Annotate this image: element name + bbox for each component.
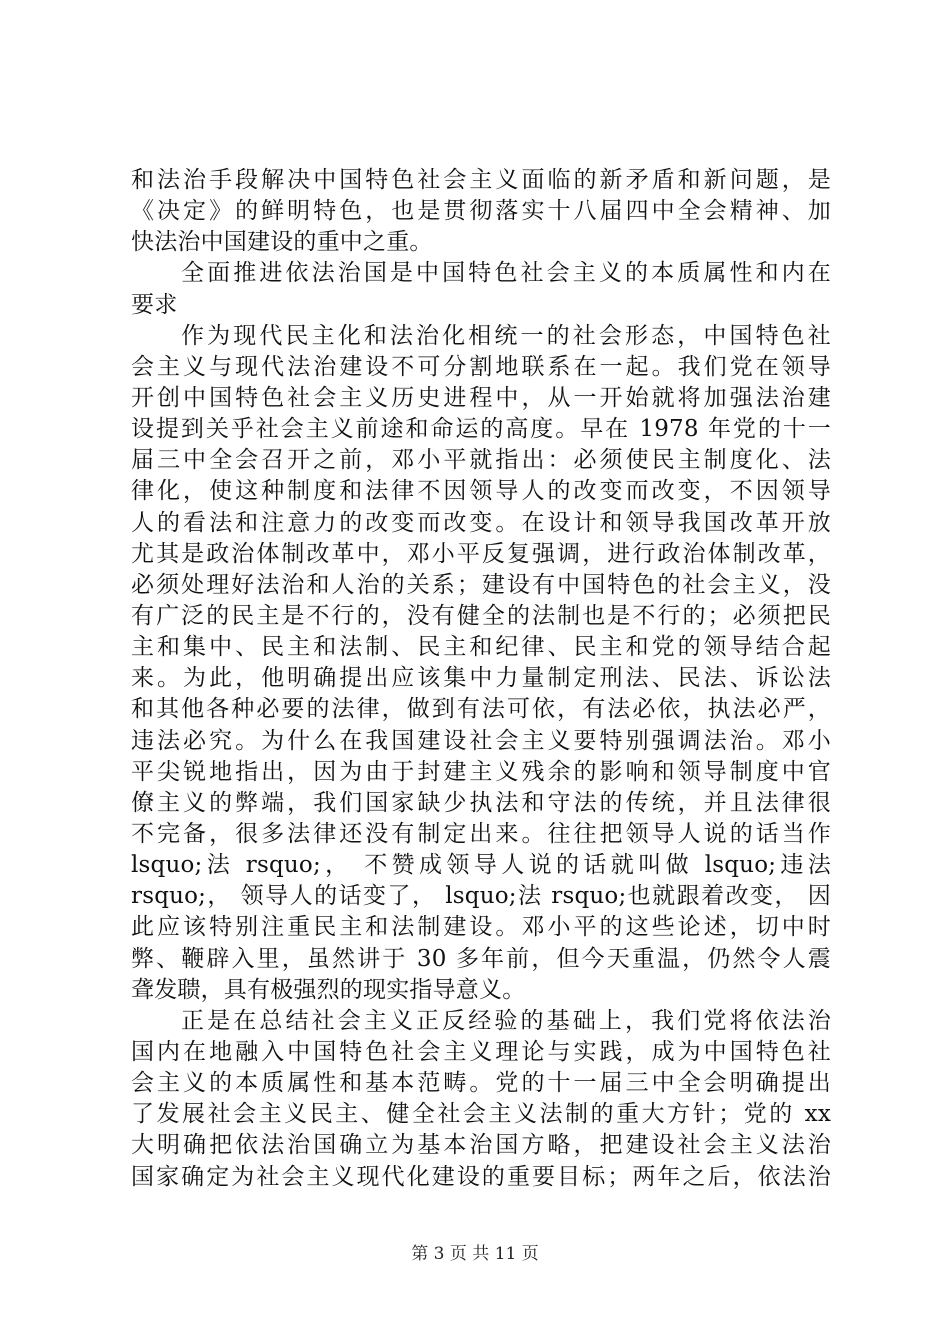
- text-line: 《决定》的鲜明特色，也是贯彻落实十八届四中全会精神、加: [131, 198, 831, 225]
- text-line: 人的看法和注意力的改变而改变。在设计和领导我国改革开放: [131, 509, 831, 536]
- text-line: 此应该特别注重民主和法制建设。邓小平的这些论述，切中时: [131, 914, 831, 941]
- text-line: 开创中国特色社会主义历史进程中，从一开始就将加强法治建: [131, 384, 831, 411]
- text-line: rsquo;， 领导人的话变了， lsquo;法 rsquo;也就跟着改变， 因: [131, 883, 831, 910]
- text-line: 快法治中国建设的重中之重。: [131, 229, 433, 256]
- text-line: 有广泛的民主是不行的，没有健全的法制也是不行的；必须把民: [131, 602, 831, 629]
- text-line: 不完备，很多法律还没有制定出来。往往把领导人说的话当作: [131, 820, 831, 847]
- text-line: 设提到关乎社会主义前途和命运的高度。早在 1978 年党的十一: [131, 416, 831, 443]
- text-line: 全面推进依法治国是中国特色社会主义的本质属性和内在: [181, 260, 831, 287]
- text-line: 聋发聩，具有极强烈的现实指导意义。: [131, 976, 526, 1003]
- text-line: 平尖锐地指出，因为由于封建主义残余的影响和领导制度中官: [131, 758, 831, 785]
- text-line: 和法治手段解决中国特色社会主义面临的新矛盾和新问题，是: [131, 167, 831, 193]
- text-line: 正是在总结社会主义正反经验的基础上，我们党将依法治: [181, 1007, 831, 1034]
- text-line: 违法必究。为什么在我国建设社会主义要特别强调法治。邓小: [131, 727, 831, 754]
- text-line: 律化，使这种制度和法律不因领导人的改变而改变，不因领导: [131, 478, 831, 505]
- text-line: 了发展社会主义民主、健全社会主义法制的重大方针；党的 xx: [131, 1101, 831, 1128]
- text-line: 会主义与现代法治建设不可分割地联系在一起。我们党在领导: [131, 353, 831, 380]
- text-line: 僚主义的弊端，我们国家缺少执法和守法的传统，并且法律很: [131, 789, 831, 816]
- text-line: 必须处理好法治和人治的关系；建设有中国特色的社会主义，没: [131, 571, 831, 598]
- text-line: 国家确定为社会主义现代化建设的重要目标；两年之后，依法治: [131, 1163, 831, 1190]
- text-line: 作为现代民主化和法治化相统一的社会形态，中国特色社: [181, 322, 831, 349]
- text-line: lsquo;法 rsquo;， 不赞成领导人说的话就叫做 lsquo;违法: [131, 852, 831, 879]
- text-line: 要求: [131, 291, 178, 318]
- document-body: [131, 165, 831, 1193]
- text-line: 主和集中、民主和法制、民主和纪律、民主和党的领导结合起: [131, 634, 831, 661]
- text-line: 大明确把依法治国确立为基本治国方略，把建设社会主义法治: [131, 1132, 831, 1159]
- text-line: 届三中全会召开之前，邓小平就指出：必须使民主制度化、法: [131, 447, 831, 474]
- page-footer: 第 3 页 共 11 页: [411, 1244, 539, 1264]
- text-line: 弊、鞭辟入里，虽然讲于 30 多年前，但今天重温，仍然令人震: [131, 945, 831, 972]
- text-line: 会主义的本质属性和基本范畴。党的十一届三中全会明确提出: [131, 1070, 831, 1097]
- text-line: 来。为此，他明确提出应该集中力量制定刑法、民法、诉讼法: [131, 665, 831, 692]
- text-line: 和其他各种必要的法律，做到有法可依，有法必依，执法必严，: [131, 696, 831, 723]
- text-line: 尤其是政治体制改革中，邓小平反复强调，进行政治体制改革，: [131, 540, 831, 567]
- text-line: 国内在地融入中国特色社会主义理论与实践，成为中国特色社: [131, 1038, 831, 1065]
